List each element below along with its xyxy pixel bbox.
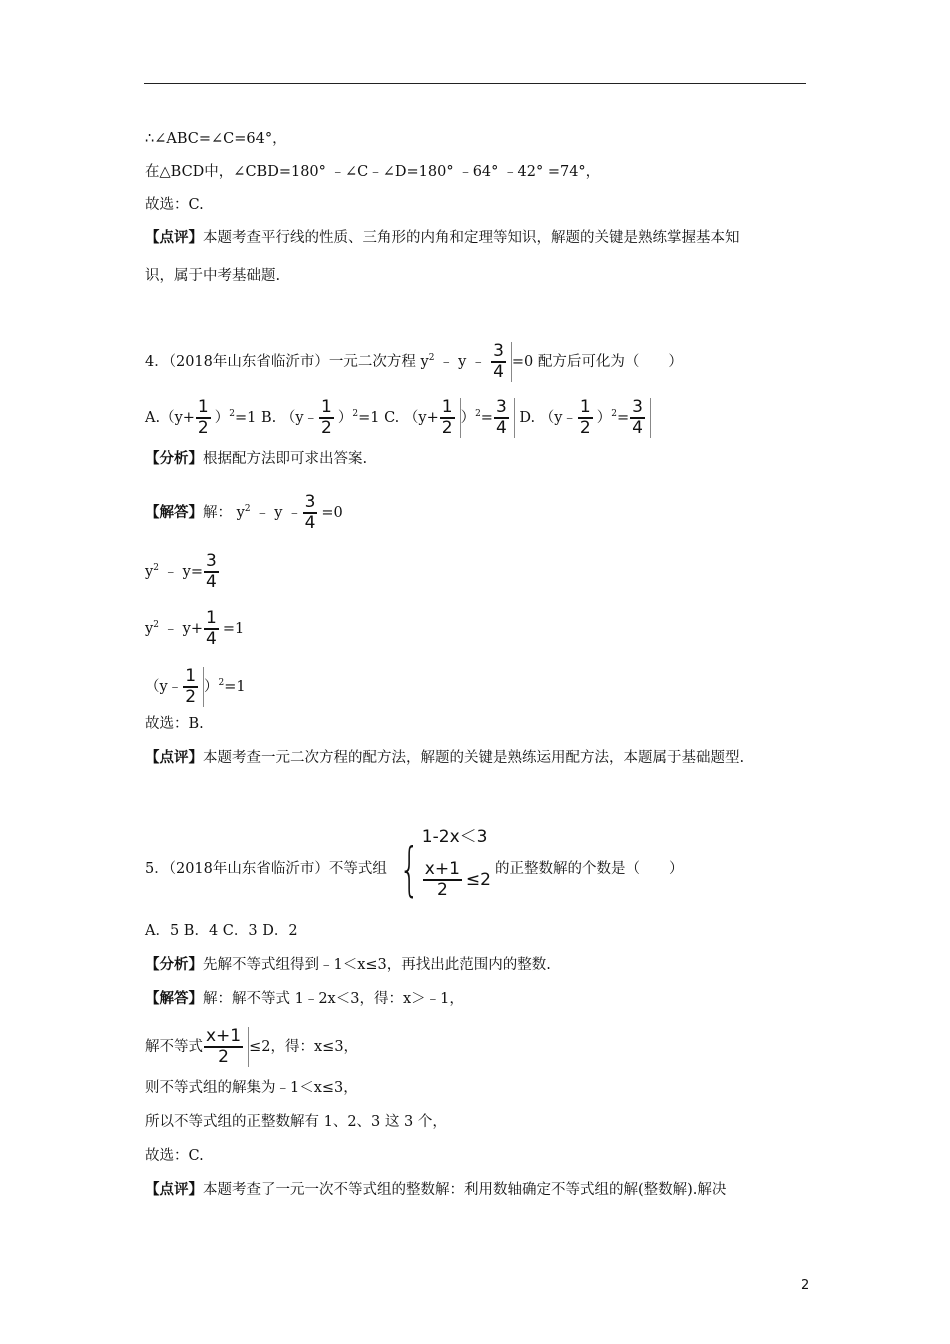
question-4-comment: 【点评】本题考查一元二次方程的配方法，解题的关键是熟练运用配方法，本题属于基础题型. xyxy=(145,749,745,766)
page-number: 2 xyxy=(801,1278,810,1293)
comment-tag: 【点评】 xyxy=(145,229,203,246)
fraction: $\frac{1}{4}$ xyxy=(206,608,217,649)
fraction: $\frac{3}{4}$ xyxy=(632,397,643,438)
fraction: $\frac{1}{2}$ xyxy=(321,397,332,438)
question-4-choice: 故选：B. xyxy=(145,716,204,732)
solution-step: 所以不等式组的正整数解有 1、2、3 这 3 个， xyxy=(145,1114,447,1130)
text-line: 故选：C. xyxy=(145,197,204,213)
question-4-analysis: 【分析】根据配方法即可求出答案. xyxy=(145,450,368,467)
fraction: $\frac{3}{4}$ xyxy=(495,397,507,438)
fraction: $\frac{3}{4}$ xyxy=(206,551,217,592)
question-5-solution: 【解答】解：解不等式 1﹣2x＜3，得：x＞﹣1， xyxy=(145,990,464,1007)
text-line: 在△BCD中，∠CBD=180° ﹣∠C﹣∠D=180° ﹣64° ﹣42° =74°， xyxy=(145,164,601,180)
solution-step: （y﹣ $\frac{1}{2}$ ）$^2$=1 xyxy=(145,666,246,707)
comment-line: 识，属于中考基础题. xyxy=(145,268,281,284)
question-5-stem: 5．（2018年山东省临沂市）不等式组 { 1-2x＜3 $\frac{x+1}{2}$ ≤2 的正整数解的个数是（ ） xyxy=(145,826,683,912)
question-5-analysis: 【分析】先解不等式组得到﹣1＜x≤3，再找出此范围内的整数. xyxy=(145,956,551,973)
inequality-system: { 1-2x＜3 $\frac{x+1}{2}$ ≤2 xyxy=(399,827,491,903)
text-line: ∴∠ABC=∠C=64°， xyxy=(145,131,287,147)
fraction: $\frac{1}{2}$ xyxy=(185,666,197,707)
header-rule xyxy=(144,83,806,84)
question-5-choice: 故选：C. xyxy=(145,1148,204,1164)
solution-step: $y^2$ ﹣ y+ $\frac{1}{4}$ =1 xyxy=(145,608,245,649)
question-4-options: A.（y+ $\frac{1}{2}$ ）$^2$=1 B. （y﹣ $\frac{1}{2}$ ）$^2$=1 C. （y+ $\frac{1}{2}$ ）$^2$= $\frac{3}{4}$ D. （y﹣ $\frac{1}{2}$ ）$^2$= $\frac{3}{4}$ xyxy=(145,398,651,438)
fraction: $\frac{x+1}{2}$ xyxy=(206,1026,242,1067)
fraction: $\frac{1}{2}$ xyxy=(441,397,453,438)
fraction: $\frac{3}{4}$ xyxy=(304,492,316,533)
fraction: $\frac{x+1}{2}$ xyxy=(424,859,460,900)
solution-step: 解不等式 $\frac{x+1}{2}$ ≤2，得：x≤3， xyxy=(145,1026,359,1067)
question-4-stem: 4．（2018年山东省临沂市）一元二次方程 $y^2$ ﹣ y ﹣ $\frac{3}{4}$ =0 配方后可化为（ ） xyxy=(145,341,683,382)
fraction: $\frac{3}{4}$ xyxy=(493,341,504,382)
question-5-options: A．5 B．4 C．3 D．2 xyxy=(145,923,298,939)
question-4-solution: 【解答】解： $y^2$ ﹣ y ﹣ $\frac{3}{4}$ =0 xyxy=(145,492,343,533)
solution-step: $y^2$ ﹣ y= $\frac{3}{4}$ xyxy=(145,552,223,592)
fraction: $\frac{1}{2}$ xyxy=(197,397,209,438)
solution-step: 则不等式组的解集为﹣1＜x≤3， xyxy=(145,1080,358,1096)
comment-line: 【点评】本题考查平行线的性质、三角形的内角和定理等知识，解题的关键是熟练掌握基本知 xyxy=(145,229,740,246)
fraction: $\frac{1}{2}$ xyxy=(579,397,591,438)
question-5-comment: 【点评】本题考查了一元一次不等式组的整数解：利用数轴确定不等式组的解(整数解).解决 xyxy=(145,1181,727,1198)
